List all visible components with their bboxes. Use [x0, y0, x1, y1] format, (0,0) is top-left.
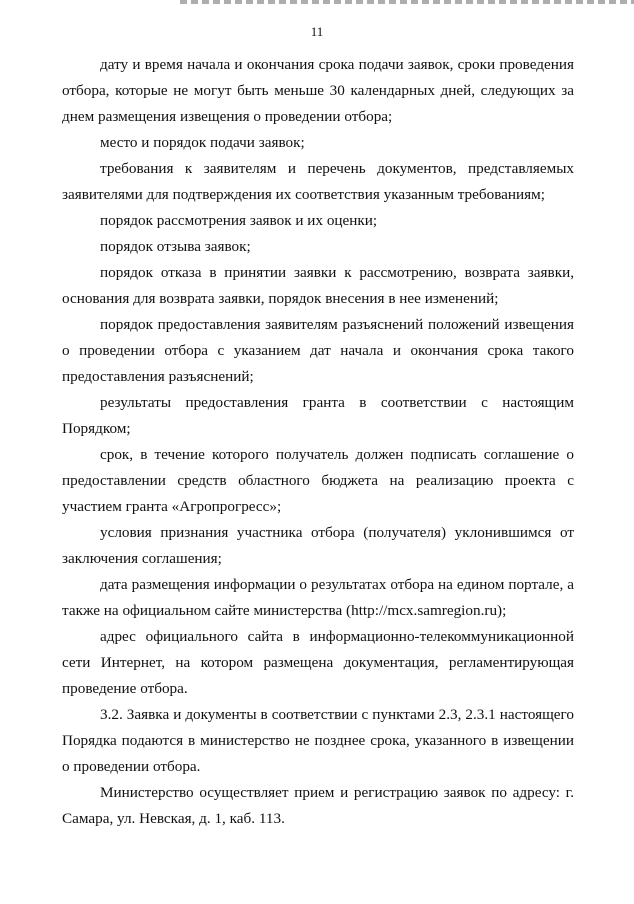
paragraph-section-3-2: 3.2. Заявка и документы в соответствии с пунктами 2.3, 2.3.1 настоящего Порядка подаются в министерство не позднее срока, указанного в извещении о проведении отбора.	[62, 706, 574, 775]
paragraph-rejection-order: порядок отказа в принятии заявки к рассмотрению, возврата заявки, основания для возврата заявки, порядок внесения в нее изменений;	[62, 264, 574, 307]
paragraph-evasion-conditions: условия признания участника отбора (получателя) уклонившимся от заключения соглашения;	[62, 524, 574, 567]
document-body	[62, 52, 574, 832]
paragraph-applicant-requirements: требования к заявителям и перечень документов, представляемых заявителями для подтверждения их соответствия указанным требованиям;	[62, 160, 574, 203]
paragraph-withdrawal-order: порядок отзыва заявок;	[100, 238, 251, 255]
page-number: 11	[310, 24, 324, 39]
paragraph-grant-results: результаты предоставления гранта в соответствии с настоящим Порядком;	[62, 394, 574, 437]
paragraph-ministry-address: Министерство осуществляет прием и регистрацию заявок по адресу: г. Самара, ул. Невская, д. 1, каб. 113.	[62, 784, 574, 827]
paragraph-submission-place: место и порядок подачи заявок;	[100, 134, 305, 151]
paragraph-review-order: порядок рассмотрения заявок и их оценки;	[100, 212, 378, 229]
paragraph-agreement-term: срок, в течение которого получатель должен подписать соглашение о предоставлении средств областного бюджета на реализацию проекта с участием гранта «Агропрогресс»;	[62, 446, 574, 515]
scan-artifact	[180, 0, 634, 4]
paragraph-submission-dates: дату и время начала и окончания срока подачи заявок, сроки проведения отбора, которые не могут быть меньше 30 календарных дней, следующих за днем размещения извещения о проведении отбора;	[62, 56, 574, 125]
paragraph-results-publication: дата размещения информации о результатах отбора на едином портале, а также на официальном сайте министерства (http://mcx.samregion.ru);	[62, 576, 574, 619]
paragraph-clarifications: порядок предоставления заявителям разъяснений положений извещения о проведении отбора с указанием дат начала и окончания срока такого предоставления разъяснений;	[62, 316, 574, 385]
paragraph-official-site: адрес официального сайта в информационно-телекоммуникационной сети Интернет, на котором размещена документация, регламентирующая проведение отбора.	[62, 628, 574, 697]
